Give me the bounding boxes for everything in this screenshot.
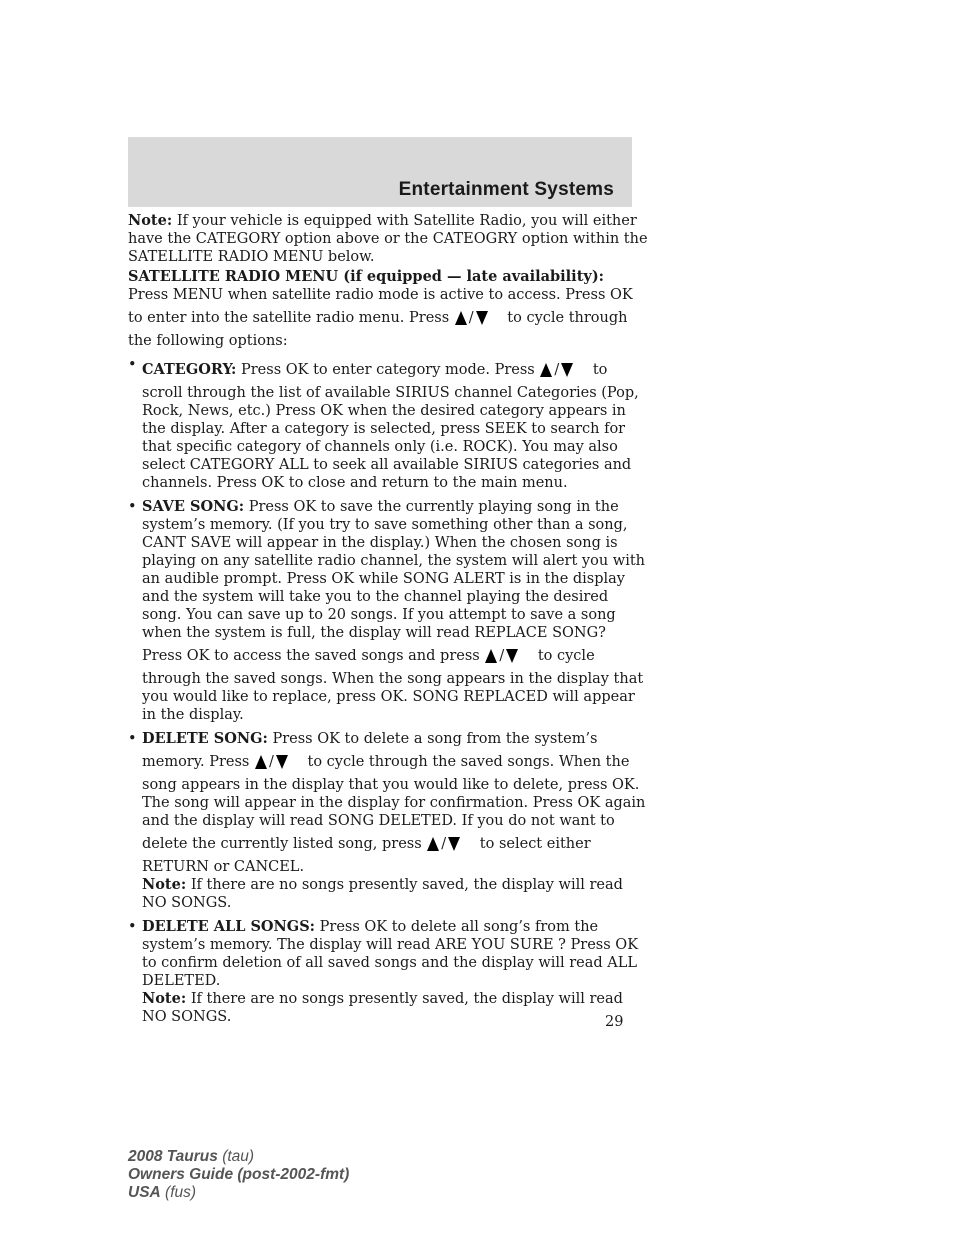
delete-song-text-a: Press OK to delete a song from the system’s memory. Press xyxy=(142,731,598,770)
satellite-menu-paragraph xyxy=(128,268,648,350)
bullet-mark: • xyxy=(128,919,137,935)
note-label: Note: xyxy=(128,212,173,229)
satellite-menu-text-2: to cycle through the following options: xyxy=(128,310,628,349)
up-arrow-icon xyxy=(427,837,439,851)
page-content xyxy=(128,212,648,1026)
note-satellite xyxy=(128,212,648,266)
bullet-mark: • xyxy=(128,357,137,373)
up-arrow-icon xyxy=(540,363,552,377)
section-title: Entertainment Systems xyxy=(398,179,614,200)
arrow-separator: / xyxy=(441,836,447,852)
footer-model-code: (tau) xyxy=(222,1148,255,1165)
delete-song-text-b: to cycle through the saved songs. When the song appears in the display that you would like to delete, press OK. The song will appear in the display for confirmation. Press OK again and the display will read SONG DELETED. If you do not want to delete the currently listed song, press xyxy=(142,754,646,852)
category-text-a: Press OK to enter category mode. Press xyxy=(240,362,535,378)
footer-market: USA xyxy=(128,1184,161,1201)
delete-song-label: DELETE SONG: xyxy=(142,730,268,747)
header-band xyxy=(128,137,632,207)
bullet-mark: • xyxy=(128,499,137,515)
satellite-menu-label: SATELLITE RADIO MENU (if equipped — late availability): xyxy=(128,268,605,285)
category-text-b: to scroll through the list of available SIRIUS channel Categories (Pop, Rock, News, etc.) Press OK when the desired category appears in the display. After a category is selected, press SEEK to search for that specific category of channels only (i.e. ROCK). You may also select CATEGORY ALL to seek all available SIRIUS categories and channels. Press OK to close and return to the main menu. xyxy=(142,362,639,491)
arrow-separator: / xyxy=(499,648,505,664)
arrow-separator: / xyxy=(468,310,474,326)
list-item-category xyxy=(128,356,648,492)
arrow-keys xyxy=(254,754,289,770)
down-arrow-icon xyxy=(476,311,488,325)
note-text: If there are no songs presently saved, the display will read NO SONGS. xyxy=(142,991,623,1025)
footer-line-1 xyxy=(128,1148,349,1166)
note-label: Note: xyxy=(142,876,187,893)
down-arrow-icon xyxy=(448,837,460,851)
arrow-keys xyxy=(454,310,489,326)
list-item-save-song xyxy=(128,498,648,724)
note-text: If your vehicle is equipped with Satellite Radio, you will either have the CATEGORY option above or the CATEOGRY option within the SATELLITE RADIO MENU below. xyxy=(128,213,648,265)
list-item-delete-all-songs xyxy=(128,918,648,1026)
note-label: Note: xyxy=(142,990,187,1007)
delete-song-note xyxy=(142,876,648,912)
category-label: CATEGORY: xyxy=(142,361,237,378)
delete-all-text: Press OK to delete all song’s from the system’s memory. The display will read ARE YOU SURE ? Press OK to confirm deletion of all saved songs and the display will read ALL DELETED. xyxy=(142,919,639,989)
delete-all-note xyxy=(142,990,648,1026)
arrow-separator: / xyxy=(269,754,274,770)
save-song-text-b: to cycle through the saved songs. When the song appears in the display that you would like to replace, press OK. SONG REPLACED will appear in the display. xyxy=(142,648,644,723)
up-arrow-icon xyxy=(255,755,267,769)
footer-line-2: Owners Guide (post-2002-fmt) xyxy=(128,1166,350,1183)
arrow-keys xyxy=(426,836,461,852)
down-arrow-icon xyxy=(276,755,288,769)
note-text: If there are no songs presently saved, the display will read NO SONGS. xyxy=(142,877,623,911)
arrow-keys xyxy=(484,648,519,664)
bullet-mark: • xyxy=(128,731,137,747)
list-item-delete-song xyxy=(128,730,648,912)
up-arrow-icon xyxy=(485,649,497,663)
down-arrow-icon xyxy=(561,363,573,377)
page-number: 29 xyxy=(605,1014,624,1030)
delete-song-text-c: to select either RETURN or CANCEL. xyxy=(142,836,591,875)
footer-line-3 xyxy=(128,1184,349,1202)
footer xyxy=(128,1148,349,1202)
arrow-separator: / xyxy=(554,362,560,378)
save-song-text-a: Press OK to save the currently playing song in the system’s memory. (If you try to save something other than a song, CANT SAVE will appear in the display.) When the chosen song is playing on any satellite radio channel, the system will alert you with an audible prompt. Press OK while SONG ALERT is in the display and the system will take you to the channel playing the desired song. You can save up to 20 songs. If you attempt to save a song when the system is full, the display will read REPLACE SONG? Press OK to access the saved songs and press xyxy=(142,499,646,664)
arrow-keys xyxy=(539,362,574,378)
up-arrow-icon xyxy=(455,311,467,325)
footer-market-code: (fus) xyxy=(165,1184,197,1201)
satellite-menu-text-1: Press MENU when satellite radio mode is active to access. Press OK to enter into the satellite radio menu. Press xyxy=(128,287,633,326)
delete-all-label: DELETE ALL SONGS: xyxy=(142,918,316,935)
save-song-label: SAVE SONG: xyxy=(142,498,245,515)
footer-model: 2008 Taurus xyxy=(128,1148,218,1165)
down-arrow-icon xyxy=(506,649,518,663)
